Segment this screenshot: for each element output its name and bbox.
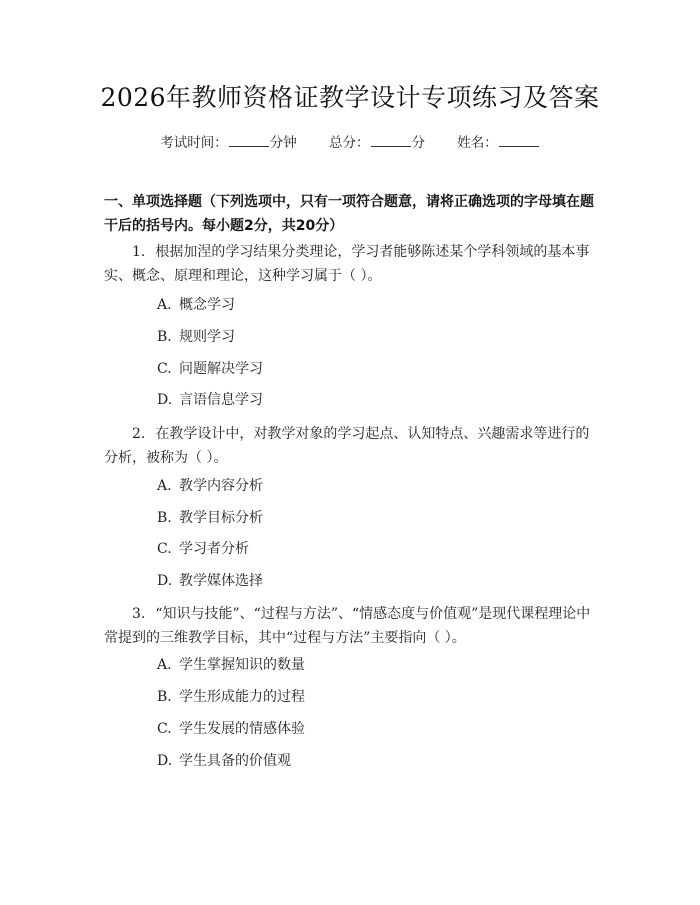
option-text: 教学目标分析 [179,510,263,526]
name-blank [499,134,539,147]
question-number: 1. [132,244,146,260]
total-score-blank [371,134,411,147]
question-stem: “知识与技能”、“过程与方法”、“情感态度与价值观”是现代课程理论中常提到的三维教学目标，其中“过程与方法”主要指向（ ）。 [104,606,591,646]
option-1a [157,295,235,315]
section-heading: 一、单项选择题（下列选项中，只有一项符合题意，请将正确选项的字母填在题干后的括号内。每小题2分，共20分） [104,194,594,234]
question-number: 2. [132,426,146,442]
option-letter: B. [157,689,172,705]
option-3c [157,719,305,739]
question-number: 3. [132,606,146,622]
option-text: 问题解决学习 [179,361,263,377]
option-letter: C. [157,541,172,557]
option-2a [157,476,263,496]
exam-time-blank [229,134,269,147]
exam-time-field [160,133,297,153]
option-1d [157,390,263,410]
question-stem: 在教学设计中，对教学对象的学习起点、认知特点、兴趣需求等进行的分析，被称为（ ）。 [104,426,590,466]
option-letter: D. [157,392,173,408]
option-2d [157,571,263,591]
option-3a [157,655,305,675]
option-text: 教学媒体选择 [179,573,263,589]
question-1 [104,240,600,288]
option-text: 规则学习 [179,329,235,345]
option-text: 概念学习 [179,297,235,313]
name-label: 姓名： [457,135,498,151]
option-text: 言语信息学习 [179,392,263,408]
option-1b [157,327,235,347]
total-score-unit: 分 [411,135,425,151]
option-letter: B. [157,329,172,345]
option-text: 学生掌握知识的数量 [179,657,305,673]
question-2 [104,422,600,470]
option-2b [157,508,263,528]
option-text: 教学内容分析 [179,478,263,494]
option-1c [157,359,263,379]
option-letter: B. [157,510,172,526]
option-3b [157,687,305,707]
total-score-label: 总分： [329,135,370,151]
option-letter: A. [157,478,172,494]
option-text: 学习者分析 [179,541,249,557]
option-letter: A. [157,297,172,313]
exam-time-unit: 分钟 [269,135,297,151]
option-letter: C. [157,361,172,377]
exam-time-label: 考试时间： [160,135,228,151]
total-score-field [329,133,425,153]
exam-meta-line [0,133,700,153]
question-3 [104,602,600,650]
option-3d [157,751,291,771]
option-text: 学生具备的价值观 [179,753,291,769]
option-text: 学生发展的情感体验 [179,721,305,737]
option-text: 学生形成能力的过程 [179,689,305,705]
option-letter: A. [157,657,172,673]
option-2c [157,539,249,559]
question-stem: 根据加涅的学习结果分类理论，学习者能够陈述某个学科领域的基本事实、概念、原理和理论，这种学习属于（ ）。 [104,244,590,284]
document-title: 2026年教师资格证教学设计专项练习及答案 [100,83,600,112]
name-field [457,133,540,153]
option-letter: D. [157,753,173,769]
option-letter: C. [157,721,172,737]
option-letter: D. [157,573,173,589]
